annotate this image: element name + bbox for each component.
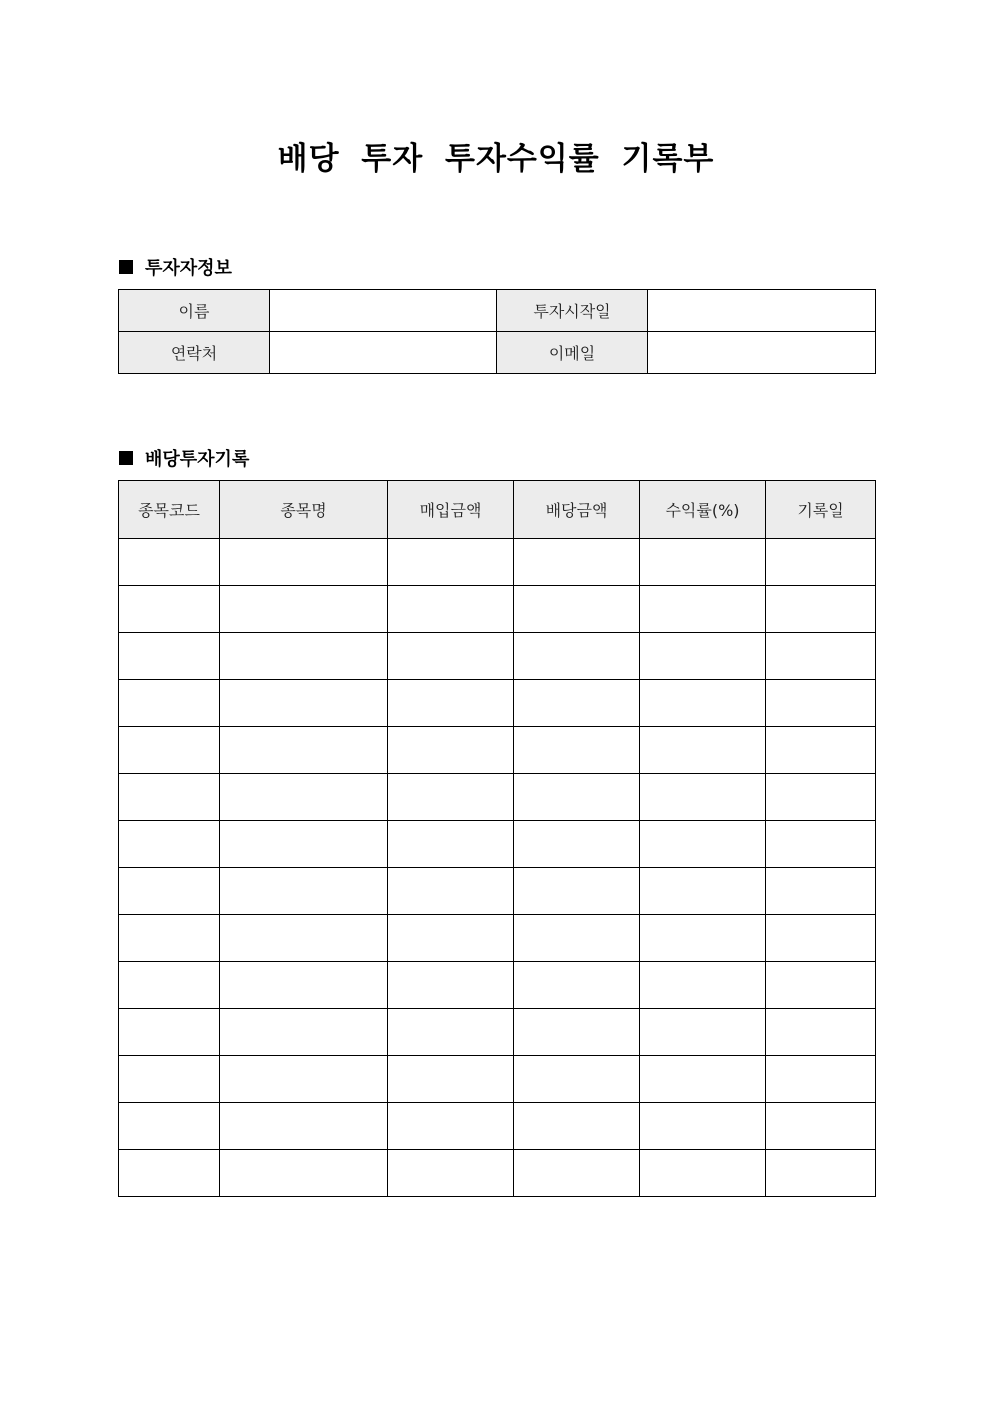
table-cell[interactable] [388,1009,514,1056]
table-row [119,1009,876,1056]
table-cell[interactable] [766,633,876,680]
table-row [119,727,876,774]
table-cell[interactable] [220,680,388,727]
column-header: 종목명 [220,481,388,539]
table-row [119,962,876,1009]
info-value-field[interactable] [270,290,497,332]
table-cell[interactable] [640,633,766,680]
section-heading-label: 투자자정보 [145,258,232,279]
table-cell[interactable] [640,539,766,586]
table-cell[interactable] [766,539,876,586]
table-cell[interactable] [220,1009,388,1056]
table-cell[interactable] [766,1150,876,1197]
table-cell[interactable] [220,915,388,962]
table-cell[interactable] [640,586,766,633]
table-cell[interactable] [766,821,876,868]
table-cell[interactable] [640,1150,766,1197]
table-cell[interactable] [640,1103,766,1150]
table-cell[interactable] [220,727,388,774]
table-row [119,1056,876,1103]
table-cell[interactable] [514,539,640,586]
square-bullet-icon [119,451,133,465]
table-row [119,539,876,586]
table-row [119,1150,876,1197]
info-row [119,290,876,332]
investor-info-table [118,289,876,374]
section-heading-label: 배당투자기록 [145,449,250,470]
info-label: 이메일 [497,332,648,374]
table-cell[interactable] [119,915,220,962]
document-title: 배당 투자 투자수익률 기록부 [277,141,715,177]
table-cell[interactable] [119,586,220,633]
table-cell[interactable] [640,962,766,1009]
square-bullet-icon [119,260,133,274]
table-cell[interactable] [119,1009,220,1056]
table-cell[interactable] [766,727,876,774]
table-cell[interactable] [514,774,640,821]
table-cell[interactable] [766,915,876,962]
table-cell[interactable] [514,633,640,680]
table-cell[interactable] [220,1103,388,1150]
column-header: 매입금액 [388,481,514,539]
table-cell[interactable] [220,821,388,868]
table-cell[interactable] [119,1150,220,1197]
table-cell[interactable] [119,727,220,774]
table-cell[interactable] [514,1103,640,1150]
table-cell[interactable] [388,962,514,1009]
table-cell[interactable] [119,680,220,727]
table-cell[interactable] [388,1150,514,1197]
table-cell[interactable] [220,868,388,915]
table-cell[interactable] [119,774,220,821]
table-cell[interactable] [119,821,220,868]
table-cell[interactable] [514,586,640,633]
table-cell[interactable] [766,868,876,915]
table-cell[interactable] [388,1056,514,1103]
table-cell[interactable] [766,1009,876,1056]
column-header: 종목코드 [119,481,220,539]
column-header: 배당금액 [514,481,640,539]
table-cell[interactable] [388,915,514,962]
table-cell[interactable] [514,680,640,727]
column-header: 수익률(%) [640,481,766,539]
table-row [119,774,876,821]
table-row [119,680,876,727]
info-row [119,332,876,374]
table-cell[interactable] [220,1056,388,1103]
table-cell[interactable] [766,1103,876,1150]
table-cell[interactable] [388,774,514,821]
table-cell[interactable] [388,539,514,586]
table-cell[interactable] [119,1103,220,1150]
table-cell[interactable] [766,586,876,633]
info-value-field[interactable] [648,332,876,374]
table-cell[interactable] [119,633,220,680]
table-cell[interactable] [640,868,766,915]
table-cell[interactable] [220,539,388,586]
table-cell[interactable] [119,539,220,586]
table-cell[interactable] [388,633,514,680]
table-header-row [119,481,876,539]
info-label: 이름 [119,290,270,332]
table-cell[interactable] [514,821,640,868]
info-value-field[interactable] [648,290,876,332]
table-cell[interactable] [514,1150,640,1197]
table-cell[interactable] [514,727,640,774]
table-cell[interactable] [766,680,876,727]
table-cell[interactable] [388,821,514,868]
table-cell[interactable] [514,868,640,915]
table-cell[interactable] [388,680,514,727]
info-label: 투자시작일 [497,290,648,332]
table-row [119,633,876,680]
table-cell[interactable] [514,962,640,1009]
table-cell[interactable] [220,586,388,633]
table-cell[interactable] [766,1056,876,1103]
table-cell[interactable] [119,962,220,1009]
table-cell[interactable] [119,868,220,915]
table-cell[interactable] [514,1056,640,1103]
table-cell[interactable] [388,586,514,633]
table-row [119,821,876,868]
table-cell[interactable] [388,1103,514,1150]
table-cell[interactable] [640,680,766,727]
table-row [119,586,876,633]
table-cell[interactable] [514,915,640,962]
table-cell[interactable] [514,1009,640,1056]
table-cell[interactable] [640,1009,766,1056]
table-cell[interactable] [640,774,766,821]
info-value-field[interactable] [270,332,497,374]
table-cell[interactable] [220,962,388,1009]
table-cell[interactable] [220,774,388,821]
table-cell[interactable] [640,821,766,868]
table-row [119,1103,876,1150]
table-row [119,915,876,962]
table-row [119,868,876,915]
section-heading-investor-info [119,254,232,280]
dividend-records-table [118,480,876,1197]
table-cell[interactable] [119,1056,220,1103]
table-cell[interactable] [220,633,388,680]
table-cell[interactable] [388,727,514,774]
table-cell[interactable] [388,868,514,915]
table-cell[interactable] [640,915,766,962]
table-cell[interactable] [640,1056,766,1103]
table-cell[interactable] [220,1150,388,1197]
table-cell[interactable] [640,727,766,774]
table-cell[interactable] [766,962,876,1009]
info-label: 연락처 [119,332,270,374]
table-cell[interactable] [766,774,876,821]
section-heading-dividend-records [119,445,249,471]
column-header: 기록일 [766,481,876,539]
